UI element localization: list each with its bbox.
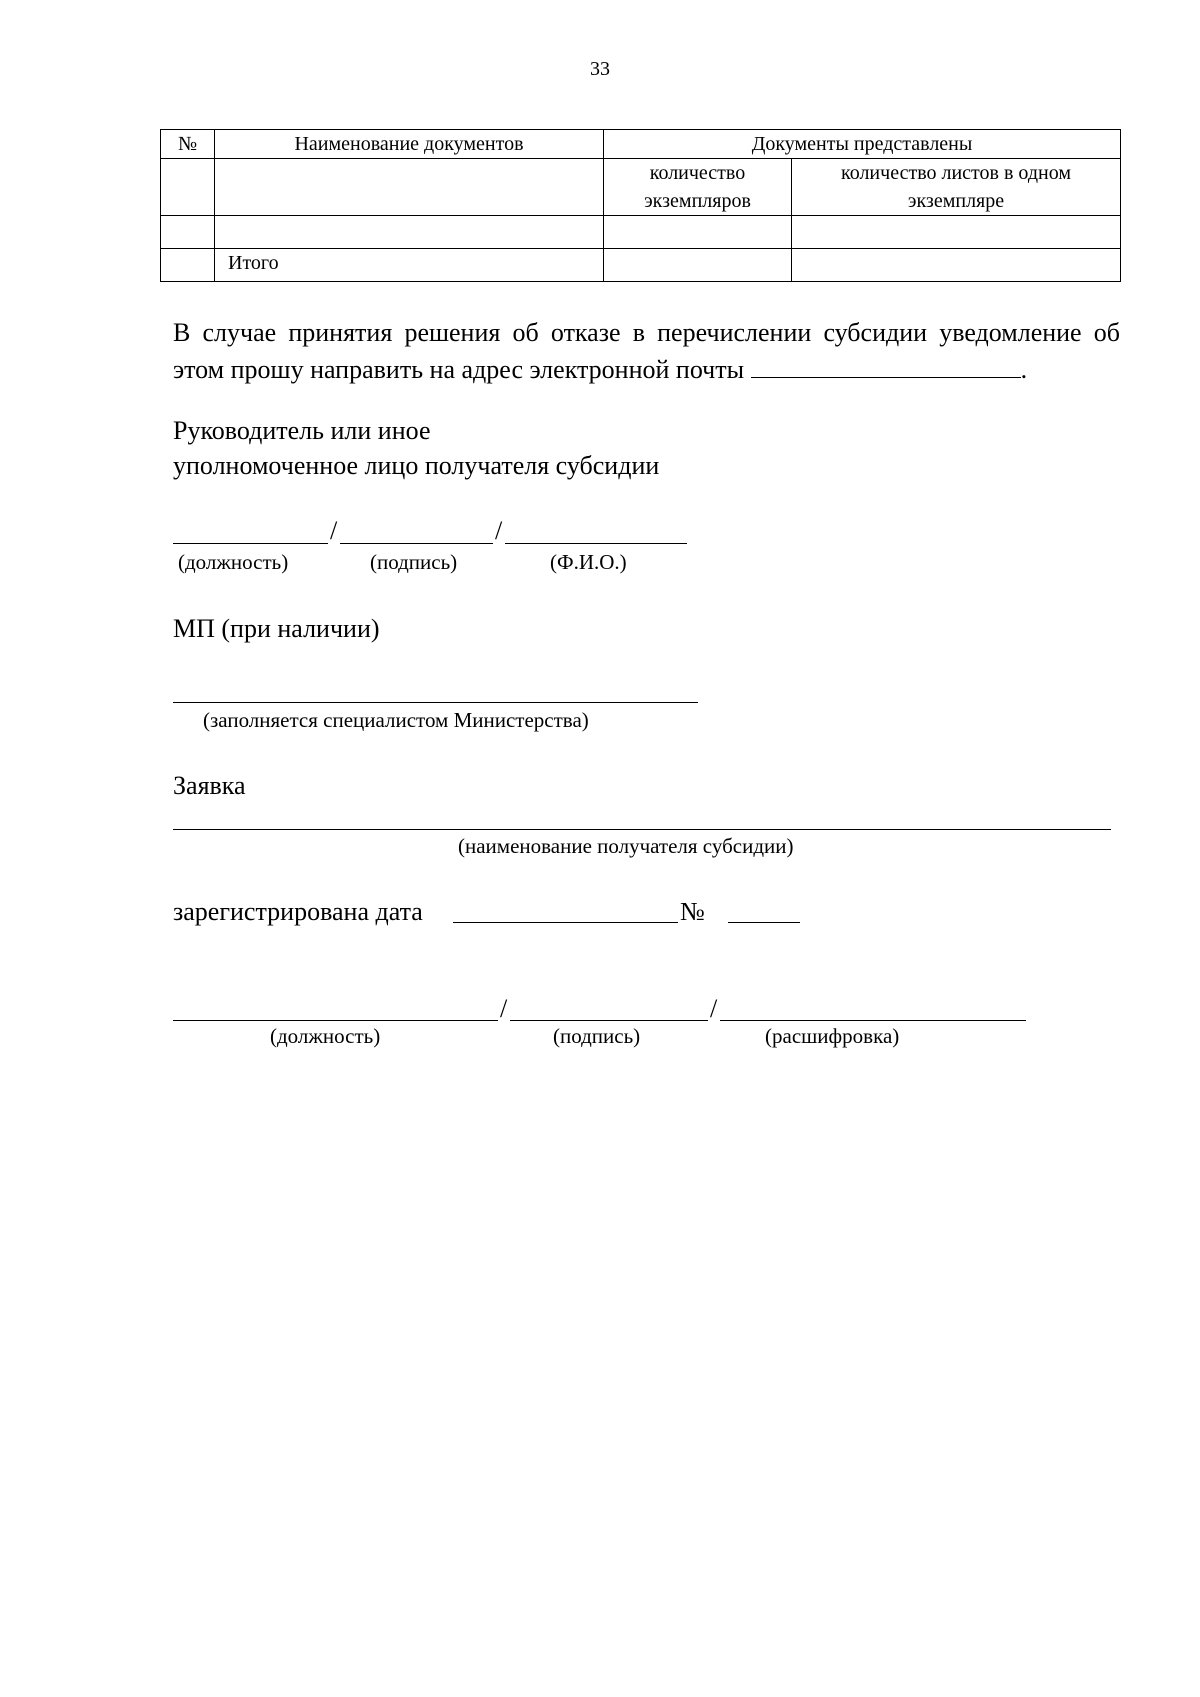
table-row-total xyxy=(161,249,1121,282)
number-label: № xyxy=(680,897,705,926)
officer-signature-blank xyxy=(510,1020,708,1021)
subheader-empty-name xyxy=(215,159,604,216)
header-sheets-count: количество листов в одном экземпляре xyxy=(792,159,1121,216)
officer-caption-position: (должность) xyxy=(270,1024,381,1048)
slash-1: / xyxy=(330,516,338,545)
officer-slash-2: / xyxy=(710,994,718,1023)
page-number: 33 xyxy=(590,58,610,80)
row-total-label: Итого xyxy=(215,249,604,282)
date-blank xyxy=(453,922,678,923)
table-header-row xyxy=(161,130,1121,159)
row-name xyxy=(215,216,604,249)
officer-slash-1: / xyxy=(500,994,508,1023)
signatory-line-2: уполномоченное лицо получателя субсидии xyxy=(173,451,660,480)
officer-position-blank xyxy=(173,1020,498,1021)
table-subheader-row xyxy=(161,159,1121,216)
slash-2: / xyxy=(495,516,503,545)
signature-blank xyxy=(340,543,493,544)
row-copies xyxy=(604,216,792,249)
ministry-note: (заполняется специалистом Министерства) xyxy=(203,708,589,732)
header-document-name: Наименование документов xyxy=(215,130,604,159)
row-num xyxy=(161,216,215,249)
position-blank xyxy=(173,543,328,544)
email-notice-text: В случае принятия решения об отказе в перечислении субсидии уведомление об этом прошу направить на адрес электронной почты xyxy=(173,318,1120,384)
row-sheets xyxy=(792,216,1121,249)
row-sheets xyxy=(792,249,1121,282)
documents-table xyxy=(160,129,1121,282)
caption-signature: (подпись) xyxy=(370,550,458,574)
officer-decoding-blank xyxy=(720,1020,1026,1021)
subheader-empty-num xyxy=(161,159,215,216)
recipient-blank xyxy=(173,829,1111,830)
header-copies-count: количество экземпляров xyxy=(604,159,792,216)
officer-caption-decoding: (расшифровка) xyxy=(765,1024,900,1048)
caption-full-name: (Ф.И.О.) xyxy=(550,550,627,574)
signatory-line-1: Руководитель или иное xyxy=(173,416,431,445)
caption-position: (должность) xyxy=(178,550,289,574)
application-title: Заявка xyxy=(173,771,246,800)
name-blank xyxy=(505,543,687,544)
number-blank xyxy=(728,922,800,923)
registered-label: зарегистрирована дата xyxy=(173,897,423,926)
officer-caption-signature: (подпись) xyxy=(553,1024,641,1048)
row-num xyxy=(161,249,215,282)
header-documents-presented: Документы представлены xyxy=(604,130,1121,159)
header-number: № xyxy=(161,130,215,159)
recipient-caption: (наименование получателя субсидии) xyxy=(458,834,794,858)
row-copies xyxy=(604,249,792,282)
email-notice-end: . xyxy=(1020,355,1028,384)
email-notice-paragraph xyxy=(173,314,1120,388)
table-row xyxy=(161,216,1121,249)
stamp-label: МП (при наличии) xyxy=(173,614,380,643)
ministry-blank xyxy=(173,702,698,703)
email-blank xyxy=(751,351,1021,378)
